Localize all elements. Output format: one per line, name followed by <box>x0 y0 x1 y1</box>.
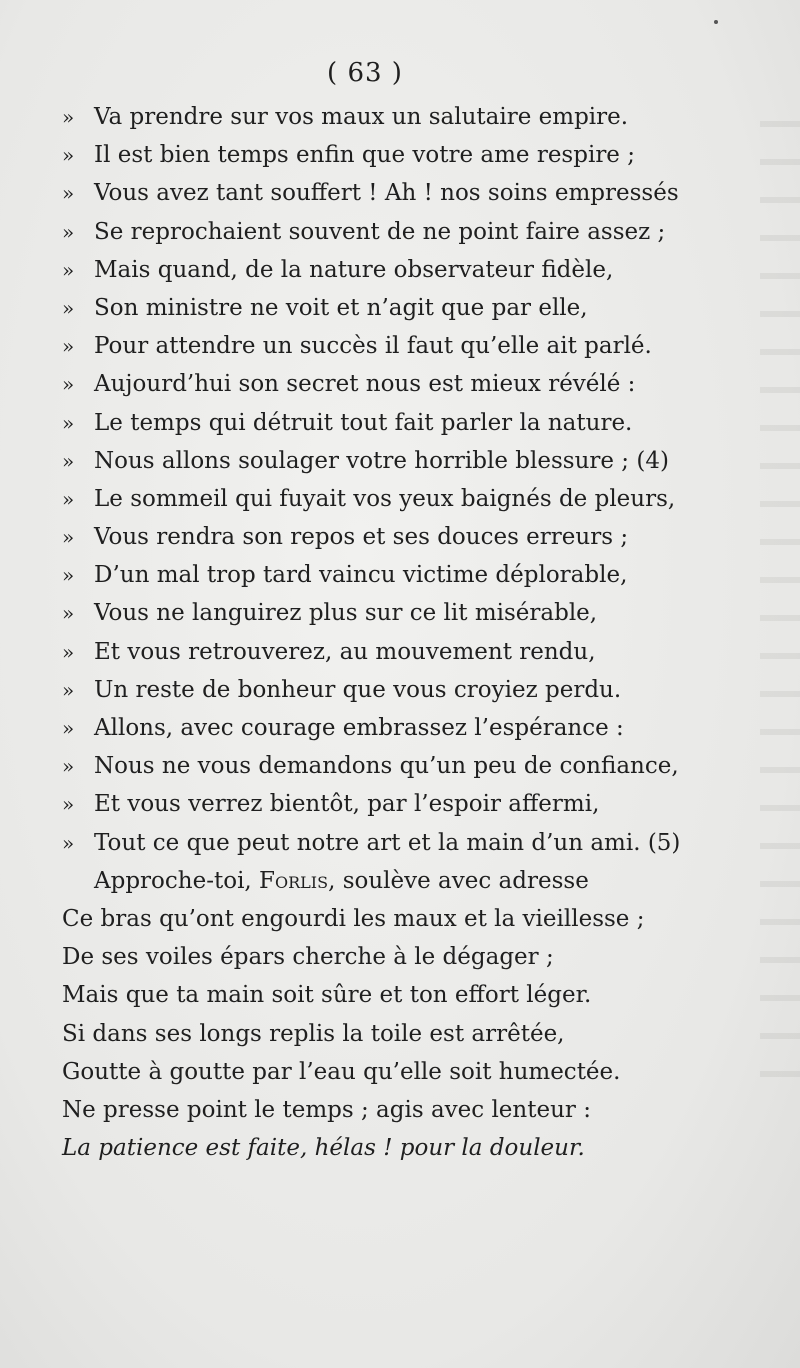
page-number: ( 63 ) <box>327 58 403 88</box>
verse-line <box>62 785 702 823</box>
verse-text: Nous ne vous demandons qu’un peu de confiance, <box>94 753 679 780</box>
quote-mark: » <box>62 143 75 168</box>
quote-mark: » <box>62 410 75 435</box>
verse-text: Se reprochaient souvent de ne point faire assez ; <box>94 218 666 245</box>
bleed-through-text <box>760 95 800 1095</box>
verse-text: Tout ce que peut notre art et la main d’un ami. (5) <box>94 829 681 856</box>
verse-text: Vous avez tant souffert ! Ah ! nos soins empressés <box>94 180 679 207</box>
verse-text: Le sommeil qui fuyait vos yeux baignés de pleurs, <box>94 485 676 512</box>
verse-line: Ce bras qu’ont engourdi les maux et la vieillesse ; <box>62 905 645 932</box>
verse-line <box>62 824 702 862</box>
verse-text: Pour attendre un succès il faut qu’elle ait parlé. <box>94 333 652 360</box>
quote-mark: » <box>62 372 75 397</box>
quote-mark: » <box>62 257 75 282</box>
quote-mark: » <box>62 295 75 320</box>
verse-text: Vous ne languirez plus sur ce lit misérable, <box>94 600 598 627</box>
verse-line: De ses voiles épars cherche à le dégager ; <box>62 944 554 971</box>
verse-text: Aujourd’hui son secret nous est mieux révélé : <box>94 371 636 398</box>
verse-text: Il est bien temps enfin que votre ame respire ; <box>94 142 635 169</box>
verse-text: Allons, avec courage embrassez l’espérance : <box>94 715 624 741</box>
verse-text: Nous allons soulager votre horrible blessure ; (4) <box>94 447 669 474</box>
verse-line <box>62 594 702 632</box>
quote-mark: » <box>62 334 75 359</box>
verse-line: Ne presse point le temps ; agis avec lenteur : <box>62 1096 591 1123</box>
verse-line <box>62 556 702 594</box>
verse-text: Et vous retrouverez, au mouvement rendu, <box>94 638 596 665</box>
verse-line: Si dans ses longs replis la toile est arrêtée, <box>62 1020 565 1047</box>
quote-mark: » <box>62 601 75 626</box>
verse-text: Mais quand, de la nature observateur fidèle, <box>94 256 614 283</box>
quote-mark: » <box>62 105 75 129</box>
quote-mark: » <box>62 830 75 855</box>
verse-text: Le temps qui détruit tout fait parler la nature. <box>94 409 633 436</box>
verse-line <box>62 98 702 136</box>
quote-mark: » <box>62 639 75 664</box>
verse-line: Mais que ta main soit sûre et ton effort léger. <box>62 982 592 1009</box>
verse-text: Approche-toi, <box>94 867 260 894</box>
verse-line <box>62 365 702 403</box>
quote-mark: » <box>62 525 75 550</box>
verse-line <box>62 174 702 212</box>
verse-text: Et vous verrez bientôt, par l’espoir affermi, <box>94 791 600 818</box>
verse-line <box>62 442 702 480</box>
verse-line <box>62 633 702 671</box>
ink-speck <box>714 20 718 24</box>
verse-line <box>62 709 702 747</box>
quote-mark: » <box>62 181 75 206</box>
verse-text: Son ministre ne voit et n’agit que par elle, <box>94 294 588 321</box>
quote-mark: » <box>62 219 75 244</box>
verse-line <box>62 327 702 365</box>
verse-line-final: La patience est faite, hélas ! pour la douleur. <box>62 1135 585 1162</box>
verse-line: Goutte à goutte par l’eau qu’elle soit humectée. <box>62 1058 621 1085</box>
verse-line <box>62 213 702 251</box>
verse-line <box>62 480 702 518</box>
verse-line <box>62 518 702 556</box>
quote-mark: » <box>62 486 75 511</box>
quote-mark: » <box>62 754 75 779</box>
verse-line <box>62 251 702 289</box>
verse-line <box>62 404 702 442</box>
verse-text: Va prendre sur vos maux un salutaire empire. <box>94 104 629 130</box>
quote-mark: » <box>62 716 75 740</box>
quote-mark: » <box>62 448 75 473</box>
verse-line <box>62 671 702 709</box>
verse-line <box>62 136 702 174</box>
quote-mark: » <box>62 563 75 588</box>
verse-line <box>62 289 702 327</box>
verse-line <box>62 747 702 785</box>
character-name: Forlis <box>259 867 329 894</box>
poem-body <box>62 98 702 1167</box>
verse-text: , soulève avec adresse <box>328 867 589 894</box>
verse-line-approach <box>62 862 702 900</box>
quote-mark: » <box>62 792 75 817</box>
verse-text: Vous rendra son repos et ses douces erreurs ; <box>94 524 629 551</box>
verse-text: Un reste de bonheur que vous croyiez perdu. <box>94 676 622 703</box>
verse-text: D’un mal trop tard vaincu victime déplorable, <box>94 562 628 589</box>
quote-mark: » <box>62 677 75 702</box>
